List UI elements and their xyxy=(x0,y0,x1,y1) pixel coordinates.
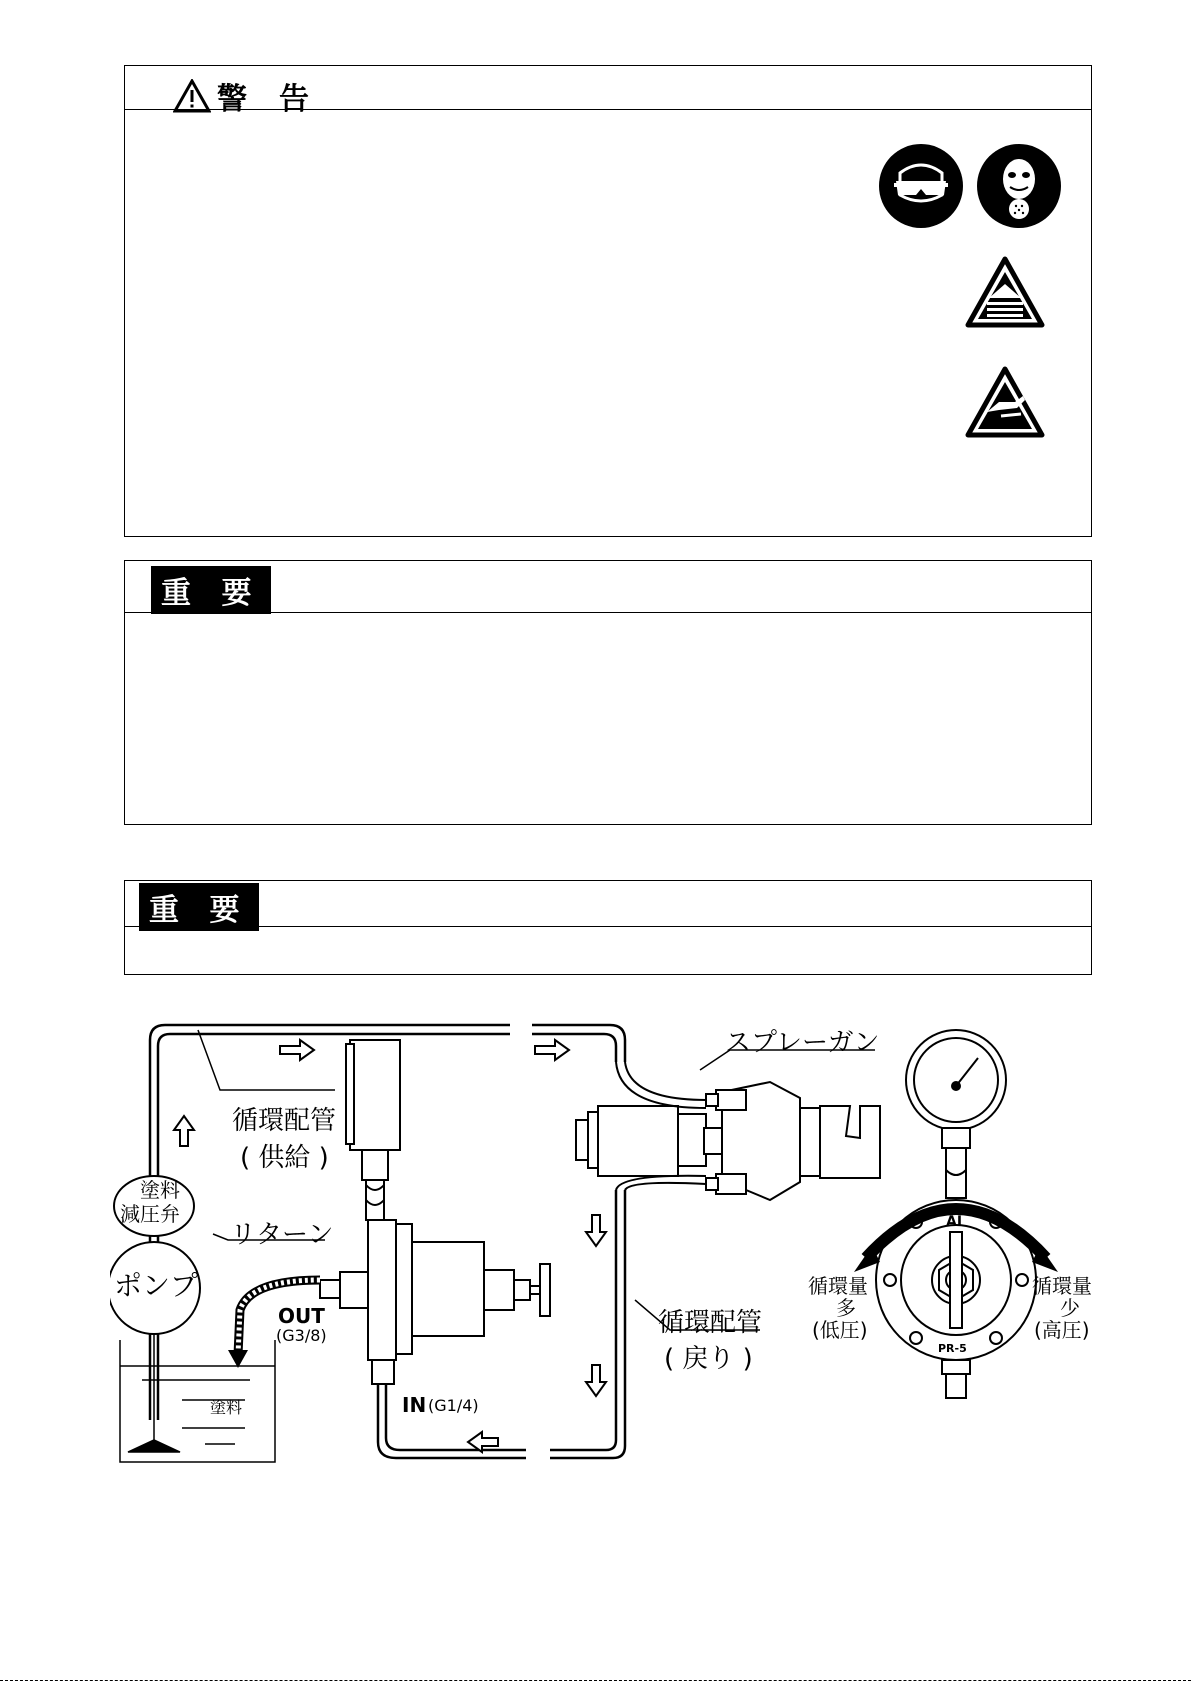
flow-arrow-up xyxy=(174,1116,194,1146)
important-badge-2: 重 要 xyxy=(139,883,259,931)
warning-triangle-icon xyxy=(173,79,211,113)
label-out-size: (G3/8) xyxy=(276,1326,327,1345)
important-header-1 xyxy=(125,561,1091,613)
supply-pipe-inner xyxy=(158,1034,510,1420)
label-in: IN xyxy=(402,1393,427,1417)
label-paint-reducer-2: 減圧弁 xyxy=(120,1202,180,1226)
label-more-3: (低圧) xyxy=(812,1318,868,1342)
label-pump: ポンプ xyxy=(114,1269,199,1302)
label-circ-return-2: ( 戻り ) xyxy=(664,1344,753,1374)
flow-arrow-down-1 xyxy=(586,1215,606,1246)
label-circ-supply-1: 循環配管 xyxy=(232,1106,337,1136)
label-less-1: 循環量 xyxy=(1032,1274,1092,1298)
label-spray-gun: スプレーガン xyxy=(725,1028,880,1058)
warning-title xyxy=(173,74,310,118)
label-less-3: (高圧) xyxy=(1034,1318,1090,1342)
pressure-hazard-icon xyxy=(965,256,1045,328)
label-return: リターン xyxy=(230,1220,334,1250)
warning-box xyxy=(124,65,1092,537)
important-box-2 xyxy=(124,880,1092,975)
left-pressure-gauge xyxy=(346,1040,400,1220)
safety-goggles-icon xyxy=(878,143,964,229)
page-bottom-rule xyxy=(0,1680,1191,1681)
label-circ-supply-2: ( 供給 ) xyxy=(240,1143,329,1173)
label-in-size: (G1/4) xyxy=(428,1396,479,1415)
injection-hazard-icon xyxy=(965,366,1045,438)
label-more-2: 多 xyxy=(836,1296,856,1320)
paint-tank xyxy=(120,1334,275,1462)
label-circ-return-1: 循環配管 xyxy=(658,1308,763,1338)
flow-arrow-right-2 xyxy=(535,1040,569,1060)
flow-arrow-down-2 xyxy=(586,1365,606,1396)
label-out: OUT xyxy=(278,1304,325,1328)
right-pressure-gauge xyxy=(906,1030,1006,1198)
respirator-mask-icon xyxy=(976,143,1062,229)
left-regulator-body xyxy=(320,1220,550,1384)
label-more-1: 循環量 xyxy=(808,1274,868,1298)
label-less-2: 少 xyxy=(1060,1296,1080,1320)
flow-arrow-right-1 xyxy=(280,1040,314,1060)
label-paint-reducer-1: 塗料 xyxy=(140,1178,180,1202)
label-paint: 塗料 xyxy=(210,1398,243,1417)
warning-header xyxy=(125,66,1091,117)
spray-gun-drawing xyxy=(576,1082,880,1200)
maker-logo: AⅠ xyxy=(946,1214,963,1230)
warning-title-text: 警 告 xyxy=(217,82,310,117)
important-header-2 xyxy=(125,881,1091,927)
important-box-1 xyxy=(124,560,1092,825)
model-label: PR-5 xyxy=(938,1342,967,1355)
important-badge-1: 重 要 xyxy=(151,566,271,614)
